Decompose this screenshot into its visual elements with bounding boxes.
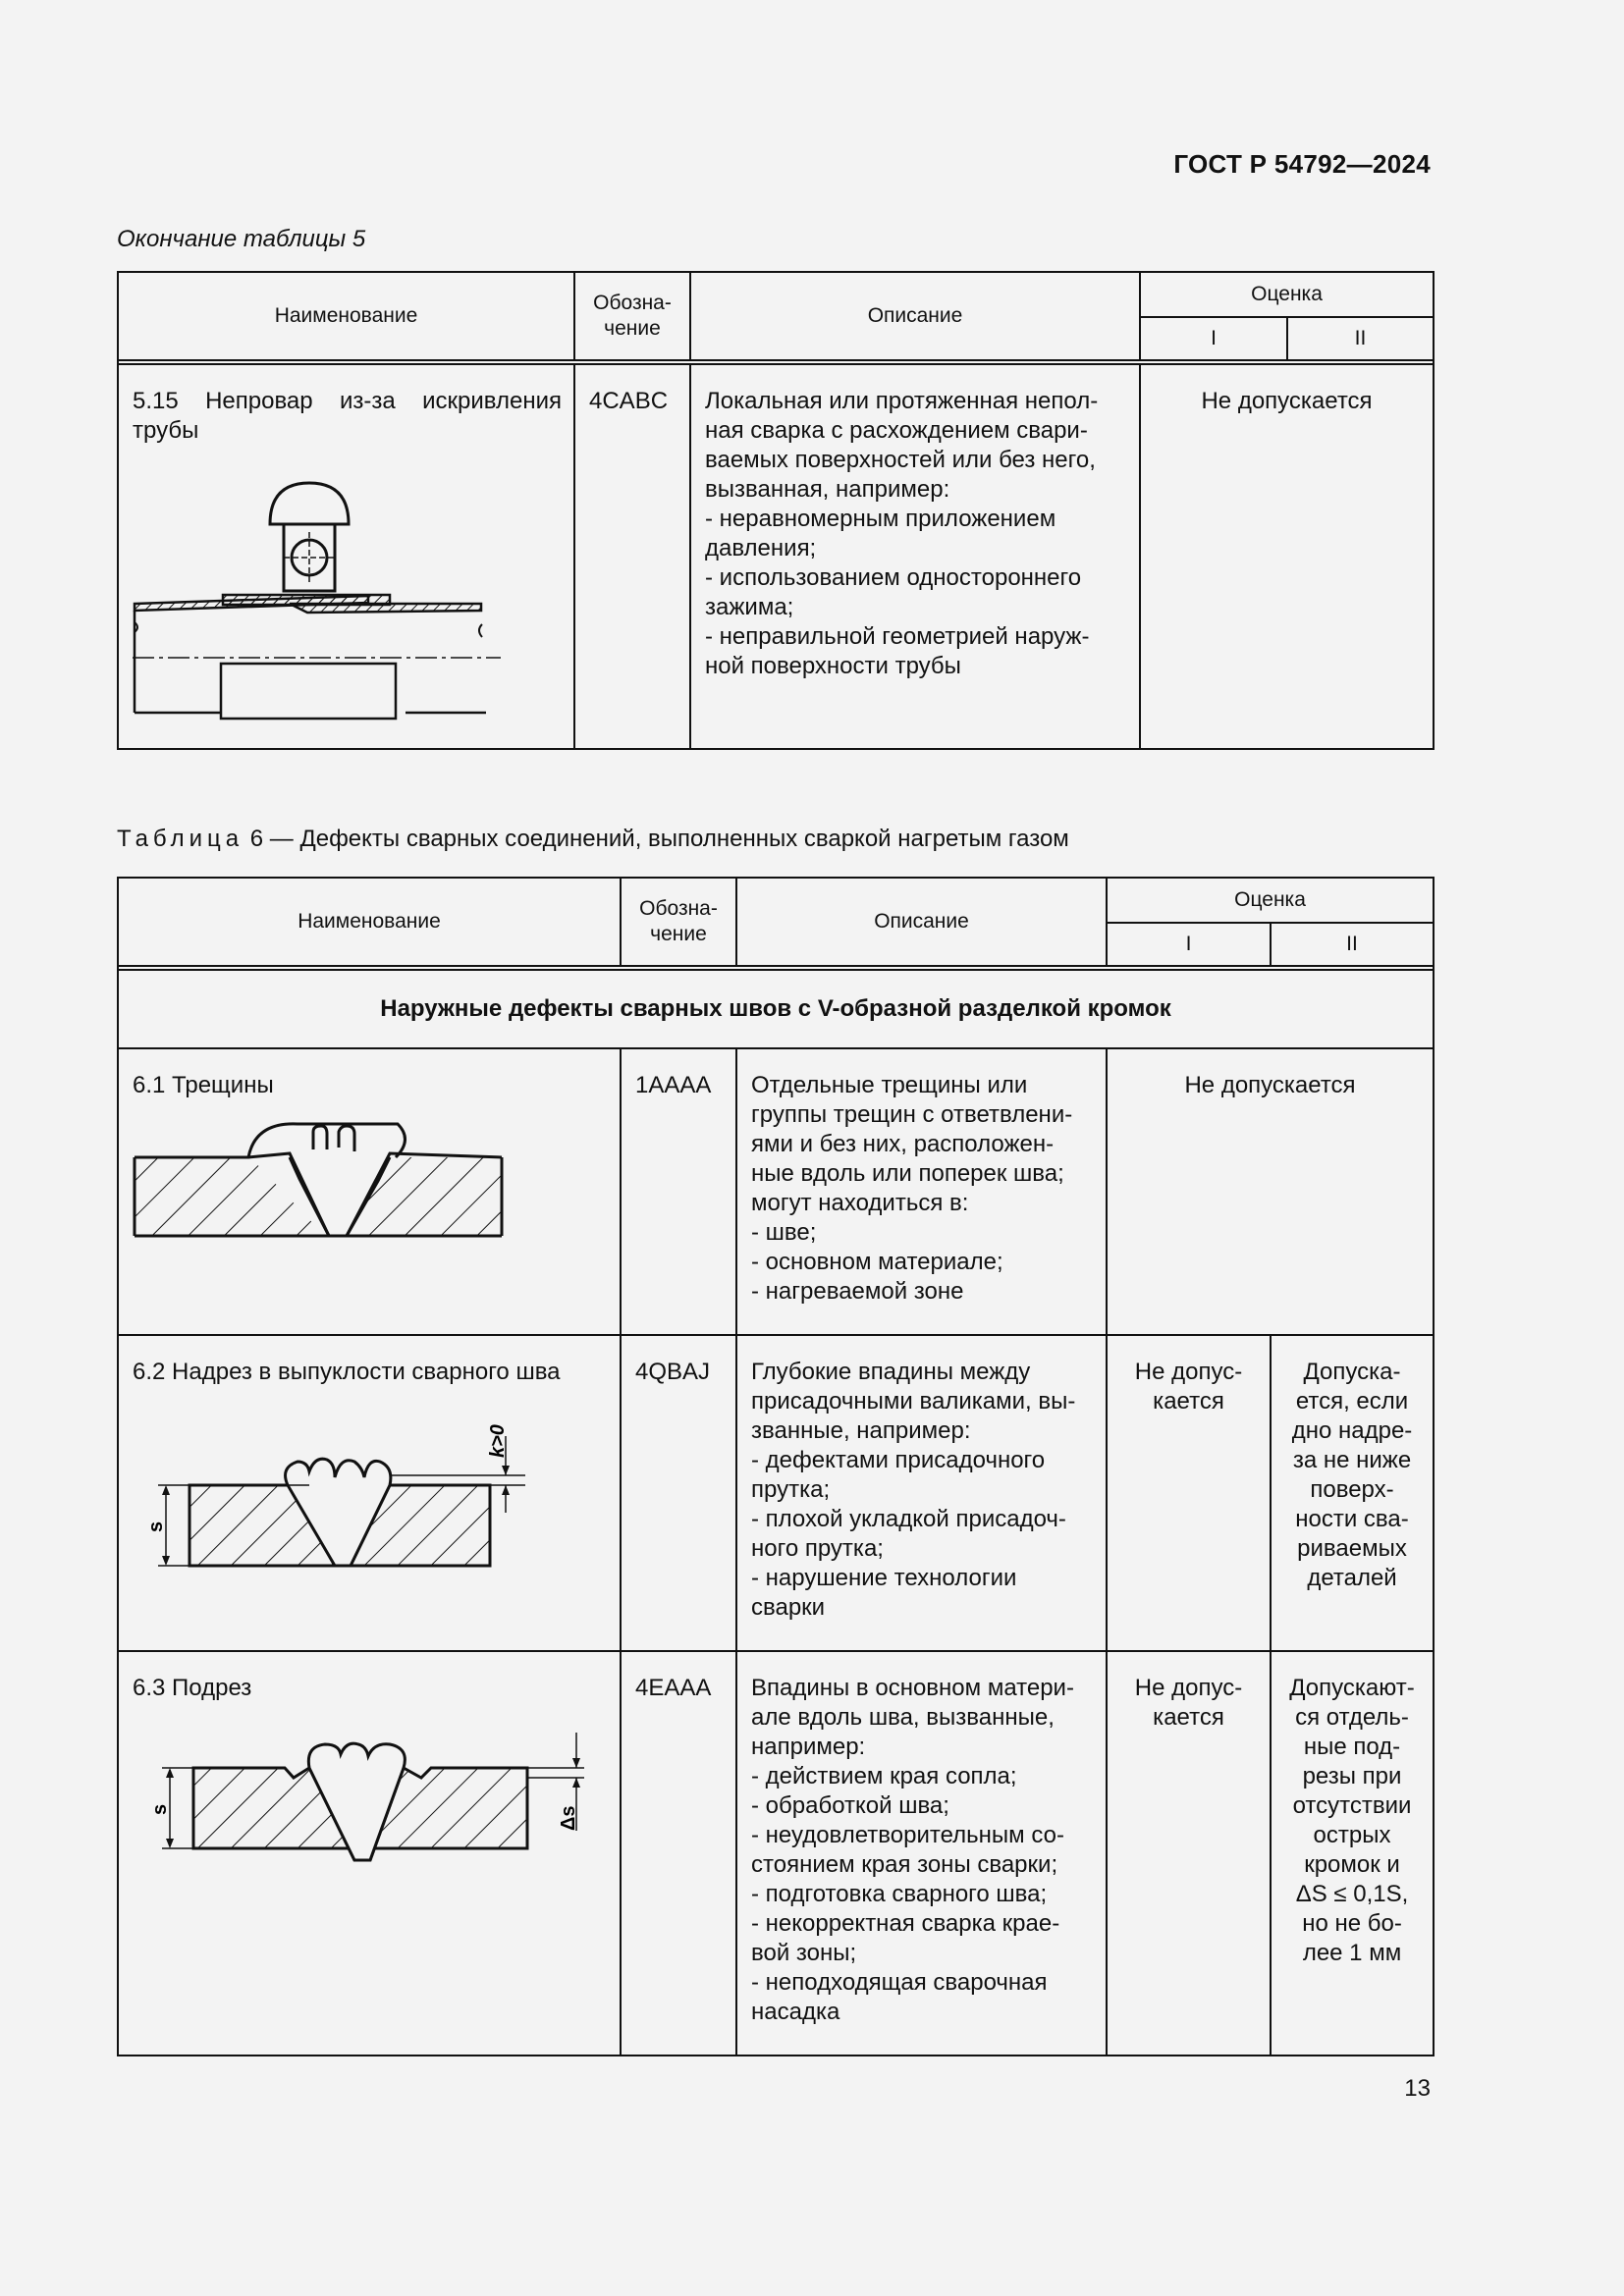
- header-description: Описание: [690, 272, 1140, 360]
- row-code: 4EAAA: [621, 1651, 736, 2056]
- row-name: 6.2 Надрез в выпуклости сварного шва s k>0: [118, 1335, 621, 1651]
- table-5: [117, 271, 1435, 750]
- header-grade-1: I: [1140, 317, 1287, 360]
- table-row: [118, 364, 1434, 749]
- table-6: [117, 877, 1435, 2056]
- header-grade-2: II: [1287, 317, 1434, 360]
- header-code: Обозна- чение: [574, 272, 690, 360]
- dimension-s-label: s: [149, 1803, 171, 1815]
- row-description: Отдельные трещины или группы трещин с ответвлени- ями и без них, расположен- ные вдоль или поперек шва; могут находиться в: - шве; - основном материале; - нагреваемой зоне: [736, 1048, 1107, 1335]
- header-grade: Оценка: [1140, 272, 1434, 317]
- table-row: [118, 1651, 1434, 2056]
- header-grade-2: II: [1271, 923, 1434, 966]
- page-number: 13: [1404, 2075, 1431, 2102]
- undercut-figure: [133, 1713, 594, 1880]
- crack-figure: [133, 1110, 515, 1238]
- notch-figure: [133, 1397, 545, 1574]
- row-code: 4CABC: [574, 364, 690, 749]
- row-name: 6.3 Подрез s Δs: [118, 1651, 621, 2056]
- row-name: 6.1 Трещины: [118, 1048, 621, 1335]
- header-description: Описание: [736, 878, 1107, 966]
- header-name: Наименование: [118, 272, 574, 360]
- table-continuation-label: Окончание таблицы 5: [117, 226, 366, 252]
- section-title: Наружные дефекты сварных швов с V-образной разделкой кромок: [118, 970, 1434, 1048]
- table-row: [118, 1335, 1434, 1651]
- table-row: [118, 1048, 1434, 1335]
- header-grade: Оценка: [1107, 878, 1434, 923]
- row-grade-2: Допускают- ся отдель- ные под- резы при отсутствии острых кромок и ΔS ≤ 0,1S, но не бо- лее 1 мм: [1271, 1651, 1434, 2056]
- dimension-k-label: k>0: [487, 1424, 509, 1458]
- pipe-clamp-figure: [133, 455, 506, 721]
- document-code: ГОСТ Р 54792—2024: [1173, 149, 1431, 179]
- header-grade-1: I: [1107, 923, 1271, 966]
- dimension-delta-s-label: Δs: [558, 1805, 579, 1831]
- row-grade-2: Допуска- ется, если дно надре- за не ниже поверх- ности сва- риваемых деталей: [1271, 1335, 1434, 1651]
- row-description: Глубокие впадины между присадочными валиками, вы- званные, например: - дефектами присадочного прутка; - плохой укладкой присадоч- ного прутка; - нарушение технологии сварки: [736, 1335, 1107, 1651]
- row-grade-1: Не допус- кается: [1107, 1335, 1271, 1651]
- row-code: 4QBAJ: [621, 1335, 736, 1651]
- row-grade: Не допускается: [1140, 364, 1434, 749]
- row-code: 1AAAA: [621, 1048, 736, 1335]
- row-description: Локальная или протяженная непол- ная сварка с расхождением свари- ваемых поверхностей или без него, вызванная, например: - неравномерным приложением давления; - использованием одностороннего зажима; - неправильной геометрией наруж- ной поверхности трубы: [690, 364, 1140, 749]
- dimension-s-label: s: [145, 1521, 167, 1532]
- header-code: Обозна- чение: [621, 878, 736, 966]
- row-grade: Не допускается: [1107, 1048, 1434, 1335]
- row-description: Впадины в основном матери- але вдоль шва, вызванные, например: - действием края сопла; - обработкой шва; - неудовлетворительным со- стоянием края зоны сварки; - подготовка сварного шва; - некорректная сварка крае- вой зоны; - неподходящая сварочная насадка: [736, 1651, 1107, 2056]
- table-6-caption: Таблица 6 — Дефекты сварных соединений, выполненных сваркой нагретым газом: [117, 826, 1069, 852]
- row-name: 5.15 Непровар из-за искривления трубы: [118, 364, 574, 749]
- row-grade-1: Не допус- кается: [1107, 1651, 1271, 2056]
- header-name: Наименование: [118, 878, 621, 966]
